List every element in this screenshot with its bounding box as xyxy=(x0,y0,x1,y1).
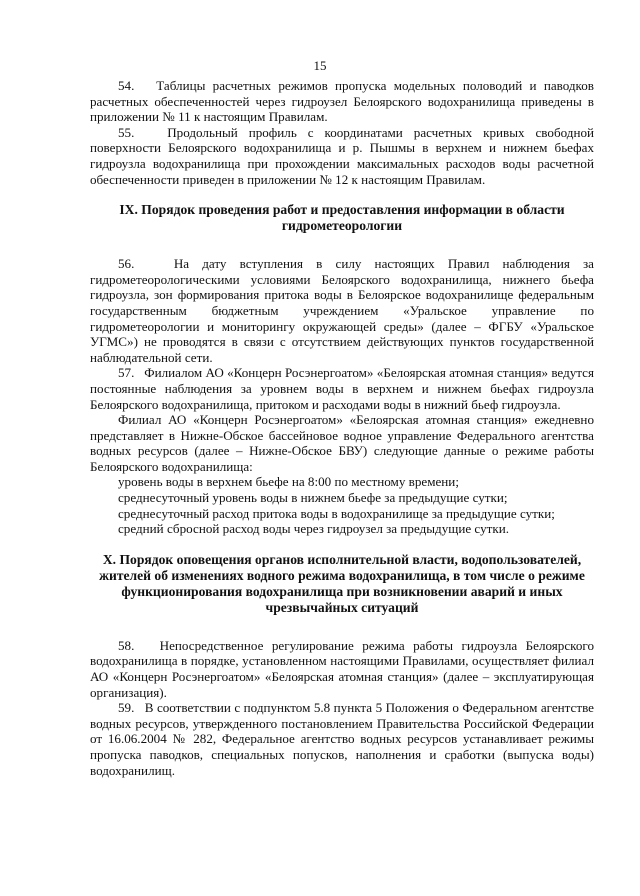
paragraph-55: 55. Продольный профиль с координатами расчетных кривых свободной поверхности Белоярского водохранилища и р. Пышмы в верхнем и нижнем бьефах гидроузла водохранилища при прохождении максимальных расходов воды расчетной обеспеченности приведен в приложении № 12 к настоящим Правилам. xyxy=(90,124,594,187)
data-list xyxy=(90,474,594,536)
page-body xyxy=(90,78,594,778)
list-item: уровень воды в верхнем бьефе на 8:00 по местному времени; xyxy=(118,474,459,490)
section-heading-9: IX. Порядок проведения работ и предоставления информации в области гидрометеорологии xyxy=(119,202,565,234)
page-number: 15 xyxy=(313,58,327,73)
list-item: среднесуточный уровень воды в нижнем бьефе за предыдущие сутки; xyxy=(118,490,508,506)
paragraph-57-continued: Филиал АО «Концерн Росэнергоатом» «Белоярская атомная станция» ежедневно представляет в Нижне-Обское бассейновое водное управление Федерального агентства водных ресурсов (далее – Нижне-Обское БВУ) следующие данные о режиме работы Белоярского водохранилища: xyxy=(90,412,594,474)
section-heading-10: X. Порядок оповещения органов исполнительной власти, водопользователей, жителей об изменениях водного режима водохранилища, в том числе о режиме функционирования водохранилища при возникновении аварий и иных чрезвычайных ситуаций xyxy=(99,551,585,615)
paragraph-58: 58. Непосредственное регулирование режима работы гидроузла Белоярского водохранилища в порядке, установленном настоящими Правилами, осуществляет филиал АО «Концерн Росэнергоатом» «Белоярская атомная станция» (далее – эксплуатирующая организация). xyxy=(90,637,594,700)
paragraph-56: 56. На дату вступления в силу настоящих Правил наблюдения за гидрометеорологическими условиями Белоярского водохранилища, нижнего бьефа гидроузла, зон формирования притока воды в Белоярское водохранилище федеральным государственным бюджетным учреждением «Уральское управление по гидрометеорологии и мониторингу окружающей среды» (далее – ФГБУ «Уральское УГМС») не проводятся в связи с отсутствием действующих пунктов государственной наблюдательной сети. xyxy=(90,256,594,365)
paragraph-59: 59. В соответствии с подпунктом 5.8 пункта 5 Положения о Федеральном агентстве водных ресурсов, утвержденного постановлением Правительства Российской Федерации от 16.06.2004 № 282, Федеральное агентство водных ресурсов устанавливает режимы пропуска паводков, специальных попусков, наполнения и сработки (выпуска воды) водохранилищ. xyxy=(90,700,594,778)
paragraph-57: 57. Филиалом АО «Концерн Росэнергоатом» «Белоярская атомная станция» ведутся постоянные наблюдения за уровнем воды в верхнем и нижнем бьефах гидроузла Белоярского водохранилища, притоком и расходами воды в нижний бьеф гидроузла. xyxy=(90,365,594,412)
list-item: средний сбросной расход воды через гидроузел за предыдущие сутки. xyxy=(118,521,509,537)
paragraph-54: 54. Таблицы расчетных режимов пропуска модельных половодий и паводков расчетных обеспеченностей через гидроузел Белоярского водохранилища приведены в приложении № 11 к настоящим Правилам. xyxy=(90,78,594,125)
list-item: среднесуточный расход притока воды в водохранилище за предыдущие сутки; xyxy=(118,505,555,521)
